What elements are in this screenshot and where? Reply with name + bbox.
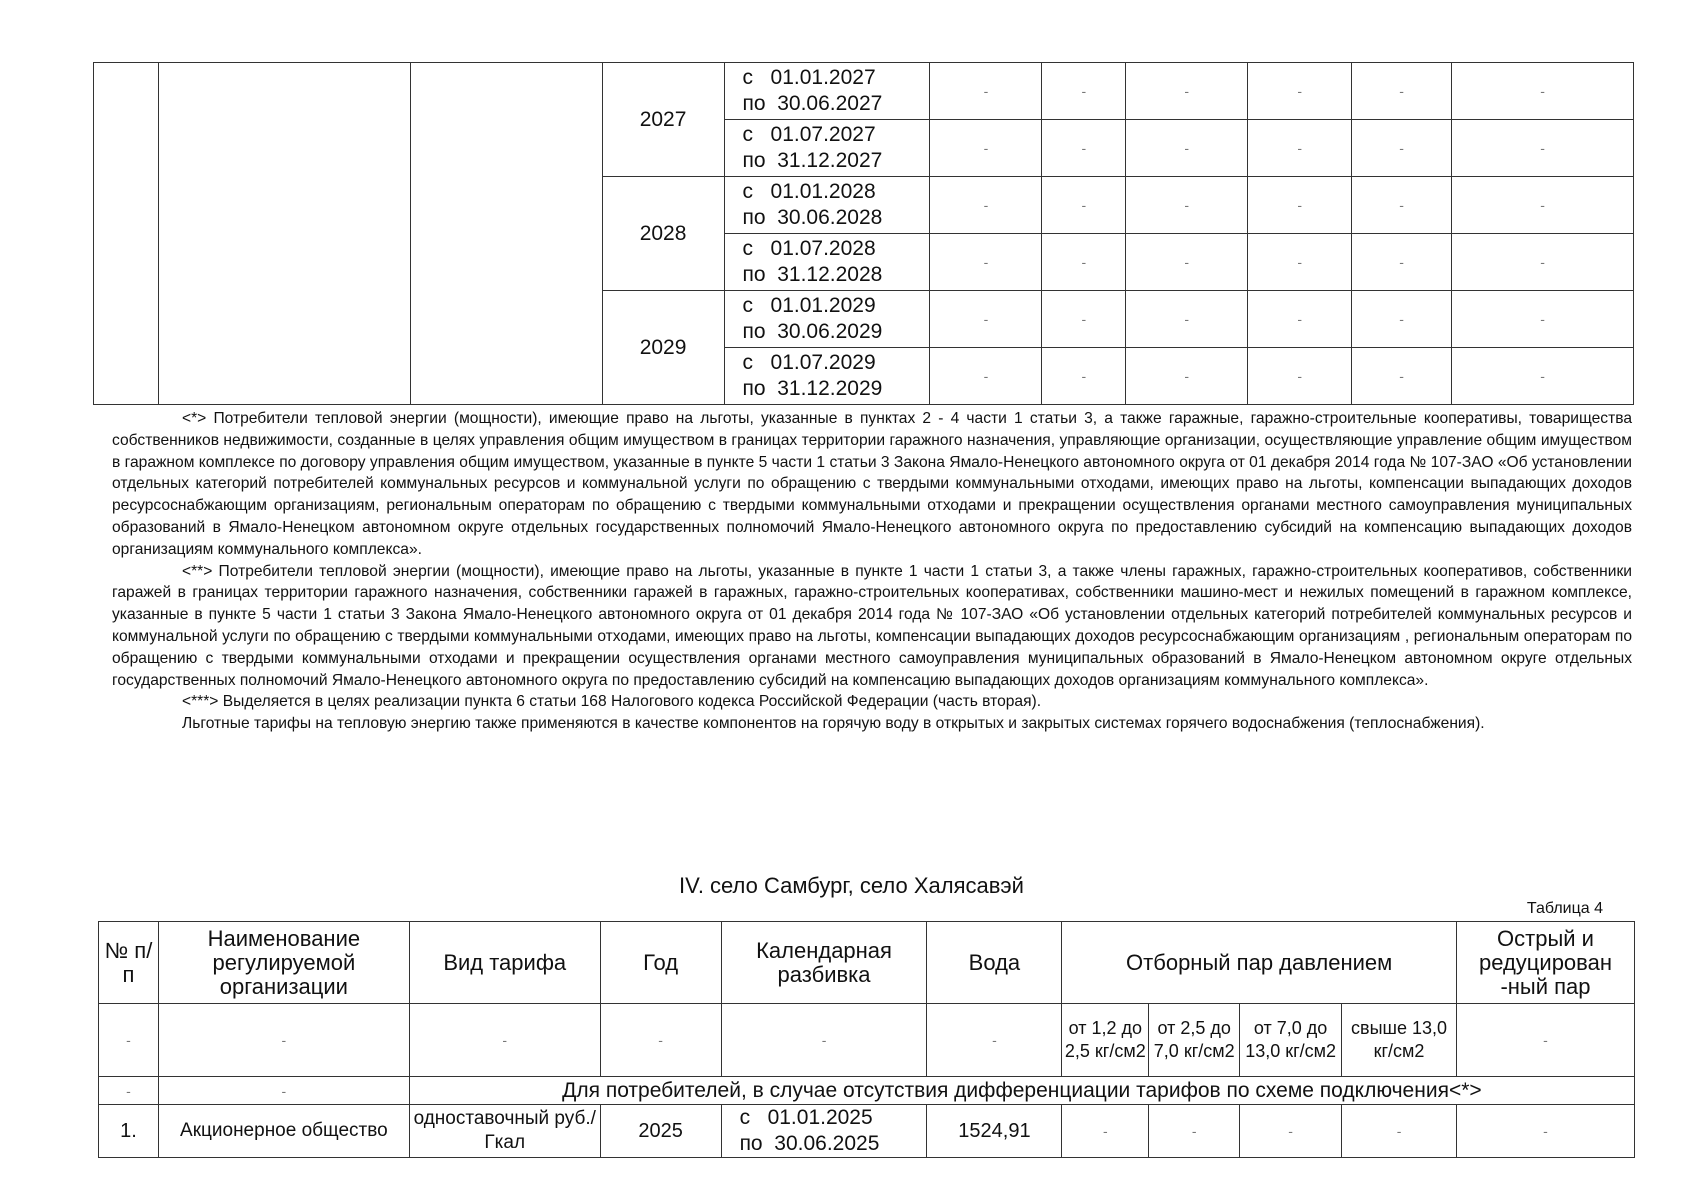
period-cell [724, 234, 930, 291]
dash-cell: - [158, 1077, 409, 1105]
group-row-label: Для потребителей, в случае отсутствия дифференциации тарифов по схеме подключения<*> [409, 1077, 1634, 1105]
row-year: 2025 [600, 1105, 721, 1158]
dash-cell: - [1352, 348, 1452, 405]
period-start: с 01.07.2028 [742, 237, 876, 260]
period-end: по 30.06.2029 [742, 320, 883, 343]
dash-cell: - [1126, 63, 1248, 120]
dash-cell: - [930, 291, 1042, 348]
dash-cell: - [1456, 1105, 1634, 1158]
dash-cell: - [1248, 120, 1352, 177]
header-num: № п/п [99, 922, 159, 1004]
dash-cell: - [99, 1077, 159, 1105]
dash-cell: - [1062, 1105, 1149, 1158]
table-label: Таблица 4 [1526, 900, 1603, 917]
dash-cell: - [1240, 1105, 1342, 1158]
footnote-2: <**> Потребители тепловой энергии (мощности), имеющие право на льготы, указанные в пункте 1 части 1 статьи 3, а также члены гаражных, гаражно-строительных кооперативов, собственники гаражей в границах территории гаражного назначения, собственники гаражей в гаражных, гаражно-строительных кооперативах, собственники машино-мест и нежилых помещений в гаражном комплексе, указанные в пункте 5 части 1 статьи 3 Закона Ямало-Ненецкого автономного округа от 01 декабря 2014 года № 107-ЗАО «Об установлении отдельных категорий потребителей коммунальных ресурсов и коммунальной услуги по обращению с твердыми коммунальными отходами, имеющих право на льготы, компенсации выпадающих доходов ресурсоснабжающим организациям , региональным операторам по обращению с твердыми коммунальными отходами и прекращении осуществления органами местного самоуправления муниципальных образований в Ямало-Ненецком автономном округе отдельных государственных полномочий Ямало-Ненецкого автономного округа по предоставлению субсидий на компенсацию выпадающих доходов организациям коммунального комплекса». [112, 562, 1632, 689]
period-cell [724, 120, 930, 177]
period-cell [724, 177, 930, 234]
row-org: Акционерное общество [158, 1105, 409, 1158]
header-tariff: Вид тарифа [409, 922, 600, 1004]
dash-cell: - [1452, 348, 1634, 405]
dash-cell: - [1126, 234, 1248, 291]
header-steam: Отборный пар давлением [1062, 922, 1457, 1004]
empty-cell [410, 63, 602, 405]
pressure-2: от 2,5 до 7,0 кг/см2 [1149, 1004, 1240, 1077]
dash-cell: - [930, 63, 1042, 120]
top-table-body [94, 63, 1634, 405]
pressure-row [99, 1004, 1635, 1077]
dash-cell: - [1452, 234, 1634, 291]
dash-cell: - [1042, 177, 1126, 234]
dash-cell: - [409, 1004, 600, 1077]
dash-cell: - [1042, 234, 1126, 291]
dash-cell: - [1042, 63, 1126, 120]
row-water: 1524,91 [927, 1105, 1062, 1158]
dash-cell: - [1248, 177, 1352, 234]
period-start: с 01.01.2025 [739, 1106, 873, 1129]
dash-cell: - [1126, 120, 1248, 177]
dash-cell: - [1342, 1105, 1457, 1158]
dash-cell: - [1352, 291, 1452, 348]
dash-cell: - [158, 1004, 409, 1077]
table-row [94, 63, 1634, 120]
table-row [99, 1105, 1635, 1158]
header-water: Вода [927, 922, 1062, 1004]
dash-cell: - [1452, 177, 1634, 234]
period-start: с 01.07.2027 [742, 123, 876, 146]
dash-cell: - [1248, 348, 1352, 405]
period-end: по 31.12.2027 [742, 149, 883, 172]
row-tariff: одноставочный руб./Гкал [409, 1105, 600, 1158]
group-row [99, 1077, 1635, 1105]
dash-cell: - [927, 1004, 1062, 1077]
dash-cell: - [1352, 63, 1452, 120]
dash-cell: - [1149, 1105, 1240, 1158]
dash-cell: - [1042, 348, 1126, 405]
year-cell: 2029 [602, 291, 724, 405]
table-4 [98, 921, 1635, 1158]
pressure-4: свыше 13,0 кг/см2 [1342, 1004, 1457, 1077]
dash-cell: - [1352, 234, 1452, 291]
row-num: 1. [99, 1105, 159, 1158]
dash-cell: - [1352, 177, 1452, 234]
period-end: по 30.06.2027 [742, 92, 883, 115]
dash-cell: - [930, 120, 1042, 177]
dash-cell: - [930, 177, 1042, 234]
period-end: по 31.12.2028 [742, 263, 883, 286]
dash-cell: - [1042, 120, 1126, 177]
period-start: с 01.01.2029 [742, 294, 876, 317]
header-row [99, 922, 1635, 1004]
header-calendar: Календарная разбивка [721, 922, 927, 1004]
footnotes [112, 408, 1632, 735]
dash-cell: - [1126, 177, 1248, 234]
empty-cell [94, 63, 159, 405]
dash-cell: - [1042, 291, 1126, 348]
top-tariff-table [93, 62, 1634, 405]
dash-cell: - [1248, 234, 1352, 291]
dash-cell: - [99, 1004, 159, 1077]
row-period [721, 1105, 927, 1158]
dash-cell: - [600, 1004, 721, 1077]
period-end: по 30.06.2028 [742, 206, 883, 229]
dash-cell: - [1126, 291, 1248, 348]
footnote-3: <***> Выделяется в целях реализации пункта 6 статьи 168 Налогового кодекса Российской Федерации (часть вторая). [182, 693, 1042, 711]
year-cell: 2028 [602, 177, 724, 291]
header-org: Наименование регулируемой организации [158, 922, 409, 1004]
pressure-3: от 7,0 до 13,0 кг/см2 [1240, 1004, 1342, 1077]
dash-cell: - [1352, 120, 1452, 177]
pressure-1: от 1,2 до 2,5 кг/см2 [1062, 1004, 1149, 1077]
dash-cell: - [1248, 291, 1352, 348]
dash-cell: - [1452, 63, 1634, 120]
period-cell [724, 291, 930, 348]
empty-cell [158, 63, 410, 405]
footnote-1: <*> Потребители тепловой энергии (мощности), имеющие право на льготы, указанные в пунктах 2 - 4 части 1 статьи 3, а также гаражные, гаражно-строительные кооперативы, товарищества собственников недвижимости, созданные в целях управления общим имуществом в границах территории гаражного назначения, управляющие организации, осуществляющие управление общим имуществом в гаражном комплексе по договору управления общим имуществом, указанные в пункте 5 части 1 статьи 3 Закона Ямало-Ненецкого автономного округа от 01 декабря 2014 года № 107-ЗАО «Об установлении отдельных категорий потребителей коммунальных ресурсов и коммунальной услуги по обращению с твердыми коммунальными отходами, имеющих право на льготы, компенсации выпадающих доходов ресурсоснабжающим организациям, региональным операторам по обращению с твердыми коммунальными отходами и прекращении осуществления органами местного самоуправления муниципальных образований в Ямало-Ненецком автономном округе отдельных государственных полномочий Ямало-Ненецкого автономного округа по предоставлению субсидий на компенсацию выпадающих доходов организациям коммунального комплекса». [112, 410, 1632, 558]
year-cell: 2027 [602, 63, 724, 177]
dash-cell: - [930, 348, 1042, 405]
header-sharp-steam: Острый и редуцирован -ный пар [1456, 922, 1634, 1004]
footnote-4: Льготные тарифы на тепловую энергию также применяются в качестве компонентов на горячую воду в открытых и закрытых системах горячего водоснабжения (теплоснабжения). [182, 715, 1485, 733]
period-cell [724, 348, 930, 405]
dash-cell: - [1248, 63, 1352, 120]
section-title: IV. село Самбург, село Халясавэй [679, 873, 1024, 898]
dash-cell: - [1452, 120, 1634, 177]
dash-cell: - [930, 234, 1042, 291]
dash-cell: - [1452, 291, 1634, 348]
period-end: по 31.12.2029 [742, 377, 883, 400]
period-start: с 01.01.2028 [742, 180, 876, 203]
period-start: с 01.01.2027 [742, 66, 876, 89]
dash-cell: - [1456, 1004, 1634, 1077]
period-end: по 30.06.2025 [739, 1132, 880, 1155]
dash-cell: - [1126, 348, 1248, 405]
dash-cell: - [721, 1004, 927, 1077]
header-year: Год [600, 922, 721, 1004]
period-cell [724, 63, 930, 120]
period-start: с 01.07.2029 [742, 351, 876, 374]
